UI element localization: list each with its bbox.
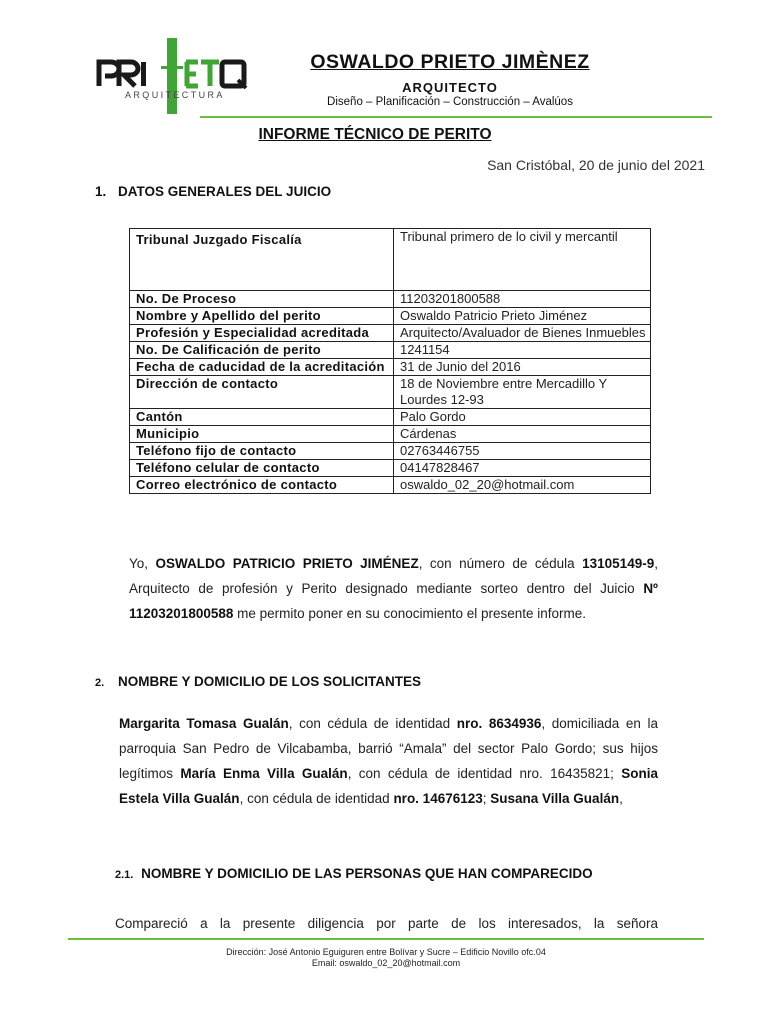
paragraph-text: ; xyxy=(482,791,491,806)
row-value: 11203201800588 xyxy=(394,291,651,308)
applicant-name: Margarita Tomasa Gualán xyxy=(119,716,289,731)
table-row xyxy=(130,376,651,409)
row-value: Tribunal primero de lo civil y mercantil xyxy=(394,229,651,291)
attendees-paragraph: Compareció a la presente diligencia por parte de los interesados, la señora xyxy=(115,916,658,931)
row-value: oswaldo_02_20@hotmail.com xyxy=(394,477,651,494)
row-value: 18 de Noviembre entre Mercadillo Y Lourdes 12-93 xyxy=(394,376,651,409)
table-row xyxy=(130,325,651,342)
paragraph-text: , con cédula de identidad xyxy=(239,791,394,806)
row-value: Oswaldo Patricio Prieto Jiménez xyxy=(394,308,651,325)
table-row xyxy=(130,308,651,325)
logo-tagline: ARQUITECTURA xyxy=(125,90,225,100)
architect-role: ARQUITECTO xyxy=(402,80,498,95)
row-value: 31 de Junio del 2016 xyxy=(394,359,651,376)
table-row xyxy=(130,477,651,494)
applicant-name: María Enma Villa Gualán xyxy=(180,766,348,781)
applicant-name: Sonia Estela Villa Gualán xyxy=(119,766,658,806)
row-key: No. De Calificación de perito xyxy=(130,342,394,359)
row-key: Nombre y Apellido del perito xyxy=(130,308,394,325)
row-key: Profesión y Especialidad acreditada xyxy=(130,325,394,342)
section-2-1-heading xyxy=(115,866,593,881)
section-1-number: 1. xyxy=(95,184,107,199)
paragraph-text: , con cédula de identidad nro. 16435821; xyxy=(347,766,622,781)
table-row xyxy=(130,426,651,443)
paragraph-text: , domiciliada en la parroquia San Pedro de Vilcabamba, barrió “Amala” del sector Palo Gordo; sus hijos legítimos xyxy=(119,716,658,781)
section-2-1-number: 2.1. xyxy=(115,869,134,881)
case-number: Nº 11203201800588 xyxy=(129,581,658,621)
report-title: INFORME TÉCNICO DE PERITO xyxy=(258,126,492,143)
section-2-number: 2. xyxy=(95,677,105,689)
table-row xyxy=(130,342,651,359)
row-key: Teléfono celular de contacto xyxy=(130,460,394,477)
row-key: No. De Proceso xyxy=(130,291,394,308)
company-logo xyxy=(95,38,255,114)
statement-text: Yo, xyxy=(129,556,156,571)
row-value: Arquitecto/Avaluador de Bienes Inmuebles xyxy=(394,325,651,342)
row-key: Cantón xyxy=(130,409,394,426)
perito-full-name: OSWALDO PATRICIO PRIETO JIMÉNEZ xyxy=(155,556,419,571)
statement-text: , con número de cédula xyxy=(418,556,583,571)
row-key: Teléfono fijo de contacto xyxy=(130,443,394,460)
row-value: 02763446755 xyxy=(394,443,651,460)
table-row xyxy=(130,229,651,291)
table-row xyxy=(130,359,651,376)
statement-text: , Arquitecto de profesión y Perito designado mediante sorteo dentro del Juicio xyxy=(129,556,658,596)
section-2-heading xyxy=(95,674,421,689)
place-date: San Cristóbal, 20 de junio del 2021 xyxy=(487,157,705,173)
row-value: 04147828467 xyxy=(394,460,651,477)
row-value: 1241154 xyxy=(394,342,651,359)
section-2-title: NOMBRE Y DOMICILIO DE LOS SOLICITANTES xyxy=(117,674,421,689)
table-row xyxy=(130,291,651,308)
row-value: Palo Gordo xyxy=(394,409,651,426)
table-row xyxy=(130,460,651,477)
header-divider xyxy=(200,116,712,118)
paragraph-text: , con cédula de identidad xyxy=(288,716,457,731)
applicant-id: nro. 14676123 xyxy=(393,791,483,806)
row-value: Cárdenas xyxy=(394,426,651,443)
applicant-id: nro. 8634936 xyxy=(456,716,542,731)
trial-data-table xyxy=(129,228,651,494)
section-1-heading xyxy=(95,184,331,199)
section-2-1-title: NOMBRE Y DOMICILIO DE LAS PERSONAS QUE HAN COMPARECIDO xyxy=(141,866,593,881)
row-key: Tribunal Juzgado Fiscalía xyxy=(130,229,394,291)
applicants-paragraph xyxy=(119,711,658,811)
services-line: Diseño – Planificación – Construcción – Avalúos xyxy=(327,96,573,108)
cedula-number: 13105149-9 xyxy=(582,556,655,571)
footer-address: Dirección: José Antonio Eguiguren entre Bolívar y Sucre – Edificio Novillo ofc.04 xyxy=(226,947,546,957)
paragraph-text: , xyxy=(619,791,623,806)
footer-divider xyxy=(68,938,704,940)
section-1-title: DATOS GENERALES DEL JUICIO xyxy=(118,184,332,199)
table-row xyxy=(130,443,651,460)
row-key: Dirección de contacto xyxy=(130,376,394,409)
perito-statement xyxy=(129,551,658,626)
table-row xyxy=(130,409,651,426)
row-key: Correo electrónico de contacto xyxy=(130,477,394,494)
row-key: Fecha de caducidad de la acreditación xyxy=(130,359,394,376)
footer-email: Email: oswaldo_02_20@hotmail.com xyxy=(311,958,461,968)
statement-text: me permito poner en su conocimiento el presente informe. xyxy=(233,606,587,621)
row-key: Municipio xyxy=(130,426,394,443)
architect-name: OSWALDO PRIETO JIMÈNEZ xyxy=(310,51,590,73)
applicant-name: Susana Villa Gualán xyxy=(490,791,620,806)
